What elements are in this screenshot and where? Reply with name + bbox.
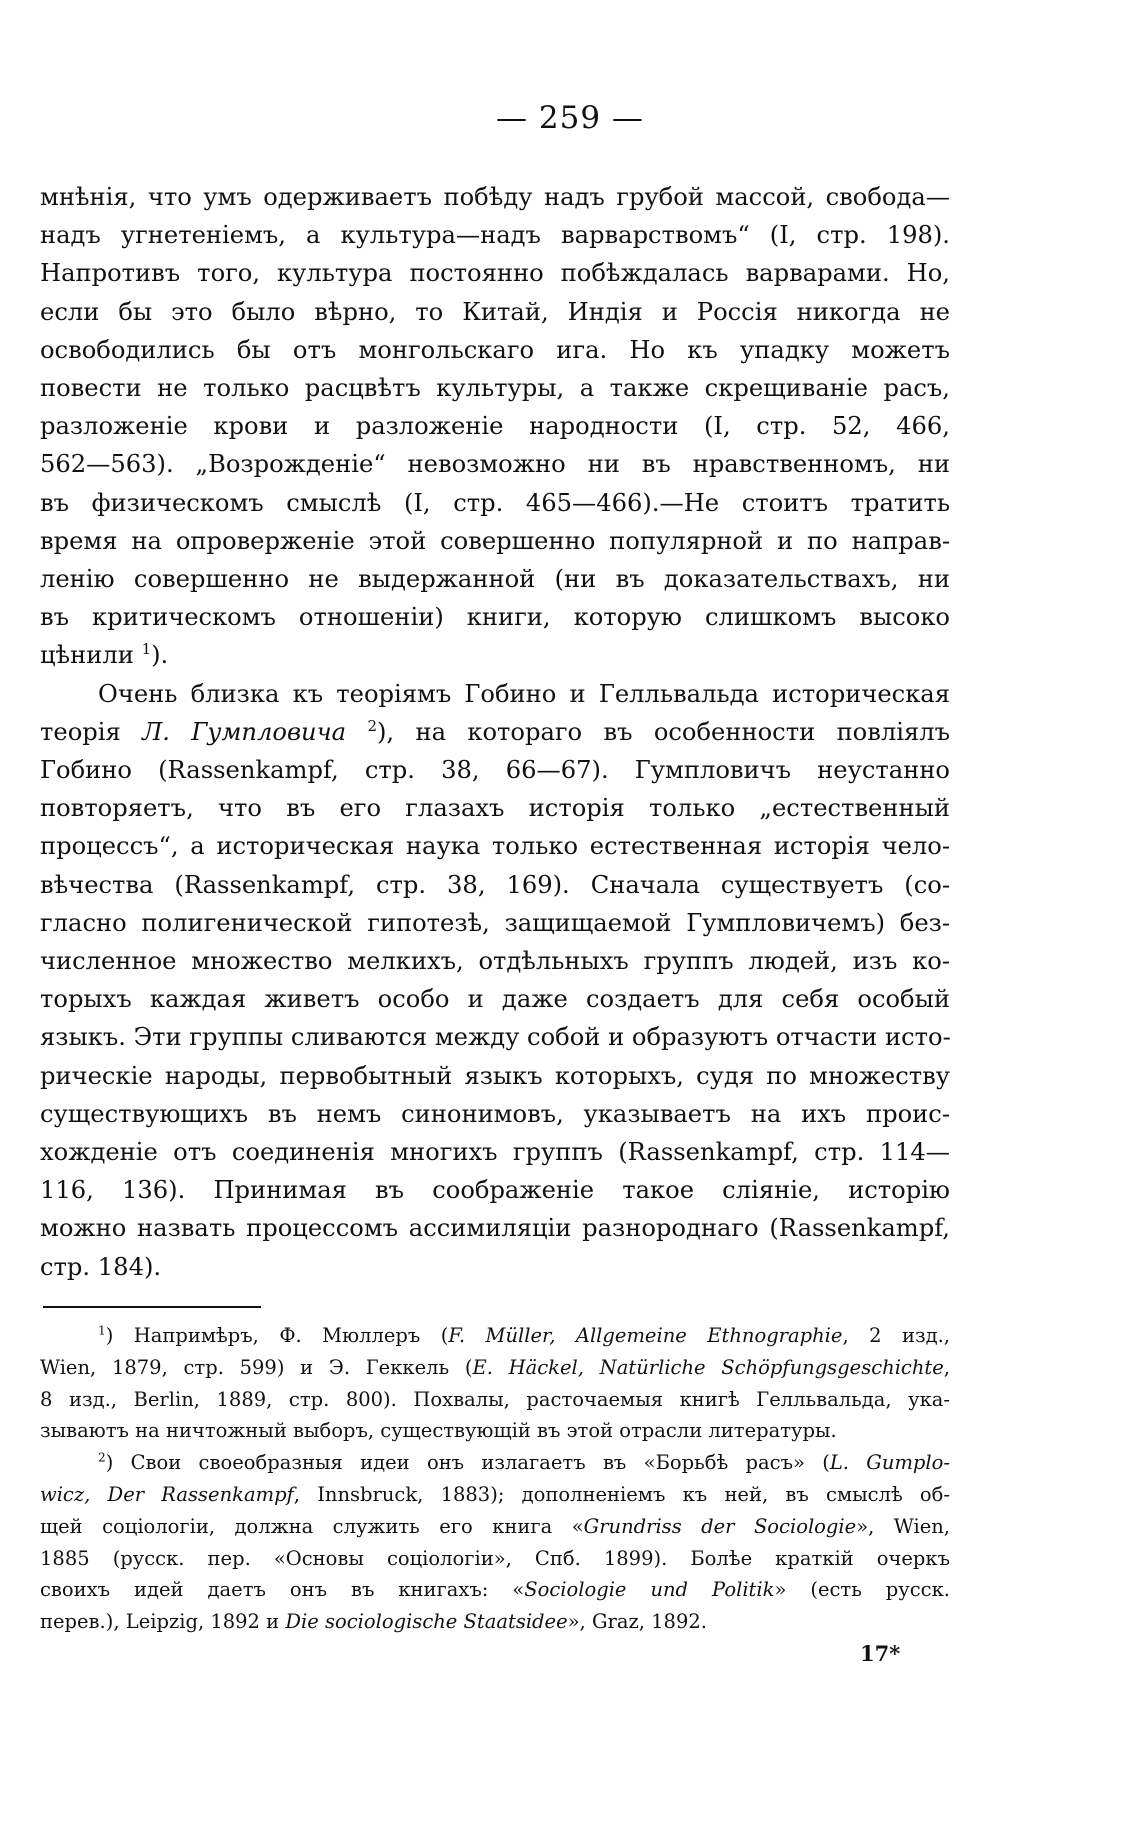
footnote-line [40,1606,950,1638]
text-line: вѣчества (Rassenkampf, стр. 38, 169). Сначала существуетъ (со- [40,870,950,899]
footnote-line: 8 изд., Berlin, 1889, стр. 800). Похвалы, расточаемыя книгѣ Гелльвальда, ука- [40,1387,950,1411]
footnote-marker: 2 [98,1450,106,1465]
text-fragment: , [943,1355,950,1379]
text-line: мнѣнія, что умъ одерживаетъ побѣду надъ грубой массой, свобода— [40,183,950,211]
author-name: Л. Гумпловича [142,717,347,746]
citation-title: F. Müller, Allgemeine Ethnographie [448,1324,843,1347]
text-line: процессъ“, а историческая наука только естественная исторія чело- [40,832,950,861]
text-line [40,636,950,674]
footnote-marker: 1 [98,1323,106,1338]
text-line: Очень близка къ теоріямъ Гобино и Гелльвальда историческая [98,679,950,708]
text-line: ленію совершенно не выдержанной (ни въ доказательствахъ, ни [40,565,950,594]
paragraph-2 [40,675,950,1286]
text-line: Напротивъ того, культура постоянно побѣждалась варварами. Но, [40,259,950,288]
footnote-line [40,1320,950,1352]
text-line: если бы это было вѣрно, то Китай, Индія и Россія никогда не [40,297,950,326]
text-line: надъ угнетеніемъ, а культура—надъ варварствомъ“ (I, стр. 198). [40,221,950,250]
text-fragment: своихъ идей даетъ онъ въ книгахъ: « [40,1578,525,1602]
main-text [40,178,950,1286]
text-line: повторяетъ, что въ его глазахъ исторія только „естественный [40,794,950,823]
text-fragment: Wien, 1879, стр. 599) и Э. Геккель ( [40,1355,473,1379]
footnote-2 [40,1447,950,1638]
text-fragment: ). [151,641,169,670]
citation-title: Sociologie und Politik [524,1578,775,1602]
text-fragment: », Graz, 1892. [567,1610,707,1634]
page-number: — 259 — [496,100,644,136]
text-line: 562—563). „Возрожденіе“ невозможно ни въ нравственномъ, ни [40,450,950,479]
text-line: языкъ. Эти группы сливаются между собой и образуютъ отчасти исто- [40,1023,951,1052]
text-line: существующихъ въ немъ синонимовъ, указываетъ на ихъ проис- [40,1099,950,1128]
footnote-line [40,1352,950,1384]
text-line: стр. 184). [40,1252,162,1281]
text-line: время на опроверженіе этой совершенно популярной и по направ- [40,526,950,555]
paragraph-1 [40,178,950,675]
footnote-reference: 2 [367,716,377,735]
text-line: торыхъ каждая живетъ особо и даже создаетъ для себя особый [40,985,950,1014]
footnote-line: зываютъ на ничтожный выборъ, существующій въ этой отрасли литературы. [40,1419,837,1443]
footnotes [40,1320,950,1638]
signature-mark: 17* [860,1641,901,1666]
text-fragment: щей соціологіи, должна служить его книга « [40,1514,584,1538]
text-line: въ физическомъ смыслѣ (I, стр. 465—466).—Не стоитъ тратить [40,488,950,517]
text-line: численное множество мелкихъ, отдѣльныхъ группъ людей, изъ ко- [40,947,950,976]
text-line: 116, 136). Принимая въ соображеніе такое сліяніе, исторію [40,1176,950,1205]
text-fragment: ) Напримѣръ, Ф. Мюллеръ ( [105,1324,449,1347]
text-fragment: », Wien, [856,1514,951,1538]
text-fragment: ), на котораго въ особенности повліялъ [377,717,950,746]
footnote-line: 1885 (русск. пер. «Основы соціологіи», Спб. 1899). Болѣе краткій очеркъ [40,1546,950,1570]
citation-title: wicz, Der Rassenkampf [40,1482,294,1506]
text-fragment: ) Свои своеобразныя идеи онъ излагаетъ въ «Борьбѣ расъ» ( [105,1451,830,1475]
footnote-line [40,1479,950,1511]
text-fragment: перев.), Leipzig, 1892 и [40,1610,286,1634]
text-line: можно назвать процессомъ ассимиляціи разнороднаго (Rassenkampf, [40,1214,950,1243]
text-fragment: » (есть русск. [774,1578,950,1602]
text-line: рическіе народы, первобытный языкъ которыхъ, судя по множеству [40,1061,950,1090]
citation-title: Die sociologische Staatsidee [285,1610,568,1634]
text-line: хожденіе отъ соединенія многихъ группъ (Rassenkampf, стр. 114— [40,1138,950,1167]
text-fragment: цѣнили [40,641,134,670]
text-line: повести не только расцвѣтъ культуры, а также скрещиваніе расъ, [40,374,950,403]
text-line: въ критическомъ отношеніи) книги, которую слишкомъ высоко [40,603,950,632]
text-line: освободились бы отъ монгольскаго ига. Но къ упадку можетъ [40,335,950,364]
footnote-line [40,1511,950,1543]
text-fragment: , 2 изд., [842,1324,950,1347]
text-line: Гобино (Rassenkampf, стр. 38, 66—67). Гумпловичъ неустанно [40,756,950,785]
footnote-line [40,1447,950,1479]
text-line: гласно полигенической гипотезѣ, защищаемой Гумпловичемъ) без- [40,908,950,937]
footnote-reference: 1 [141,640,152,659]
text-line: разложеніе крови и разложеніе народности (I, стр. 52, 466, [40,412,950,441]
text-fragment: , Innsbruck, 1883); дополненіемъ къ ней, въ смыслѣ об- [293,1482,950,1506]
citation-title: E. Häckel, Natürliche Schöpfungsgeschichte [472,1355,944,1379]
footnote-line [40,1574,950,1606]
footnote-divider [43,1306,261,1308]
footnote-1 [40,1320,950,1447]
citation-title: Grundriss der Sociologie [583,1514,857,1538]
citation-title: L. Gumplo- [829,1451,950,1475]
text-line [40,713,950,751]
text-fragment: теорія [40,717,121,746]
